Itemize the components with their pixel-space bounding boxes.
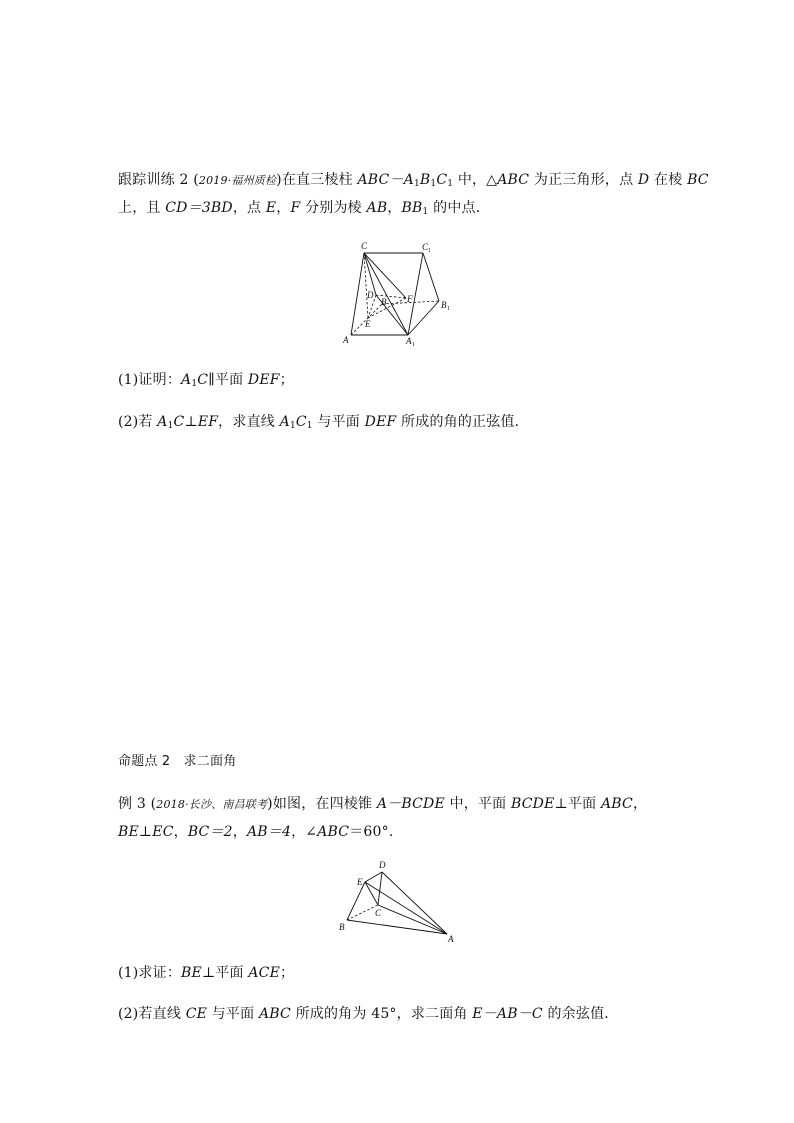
prism-label-a1-sub: 1 bbox=[412, 342, 415, 348]
prism-label-a: A bbox=[343, 335, 349, 345]
problem1-question2: (2)若 $A_1C\perp EF$，求直线 $A_1C_1$ 与平面 DEF 所成的角的正弦值． bbox=[118, 414, 529, 431]
prism-label-c1-sub: 1 bbox=[428, 248, 431, 254]
problem1-question1: (1)证明：$A_1C\parallel$平面 DEF； bbox=[118, 372, 294, 389]
problem2-question2: (2)若直线 CE 与平面 ABC 所成的角为 45°，求二面角 E－AB－C 的余弦值． bbox=[118, 1006, 619, 1022]
pyramid-figure bbox=[334, 856, 464, 944]
problem2-statement-line1: 例 3 (2018·长沙、南昌联考)如图，在四棱锥 A－BCDE 中，平面 BCDE⊥平面 ABC， bbox=[118, 796, 648, 812]
pyramid-label-e: E bbox=[357, 877, 363, 887]
problem2-question1: (1)求证：BE⊥平面 ACE； bbox=[118, 965, 295, 981]
prism-label-c1: C bbox=[422, 242, 429, 252]
prism-label-c: C bbox=[361, 241, 368, 251]
prism-label-e: E bbox=[365, 319, 371, 329]
pyramid-label-b: B bbox=[339, 922, 345, 932]
prism-label-d: D bbox=[367, 290, 374, 300]
pyramid-label-d: D bbox=[379, 860, 386, 870]
prism-label-b: B bbox=[381, 297, 387, 307]
prism-figure bbox=[336, 238, 466, 350]
problem2-statement-line2: BE⊥EC，BC＝2，AB＝4，∠ABC＝60°. bbox=[118, 824, 394, 840]
prism-label-b1: B bbox=[441, 300, 447, 310]
prism-label-b1-sub: 1 bbox=[447, 306, 450, 312]
pyramid-label-a: A bbox=[448, 934, 454, 944]
section-heading: 命题点 2 求二面角 bbox=[118, 754, 237, 769]
prism-label-f: F bbox=[407, 294, 413, 304]
problem1-statement-line2: 上，且 CD＝3BD，点 E，F 分别为棱 AB，$BB_1$ 的中点． bbox=[118, 200, 490, 217]
pyramid-label-c: C bbox=[375, 908, 382, 918]
prism-label-a1: A bbox=[406, 336, 412, 346]
problem1-statement-line1: 跟踪训练 2 (2019·福州质检)在直三棱柱 $ABC-A_1B_1C_1$ 中，△ABC 为正三角形，点 D 在棱 BC bbox=[118, 172, 709, 189]
